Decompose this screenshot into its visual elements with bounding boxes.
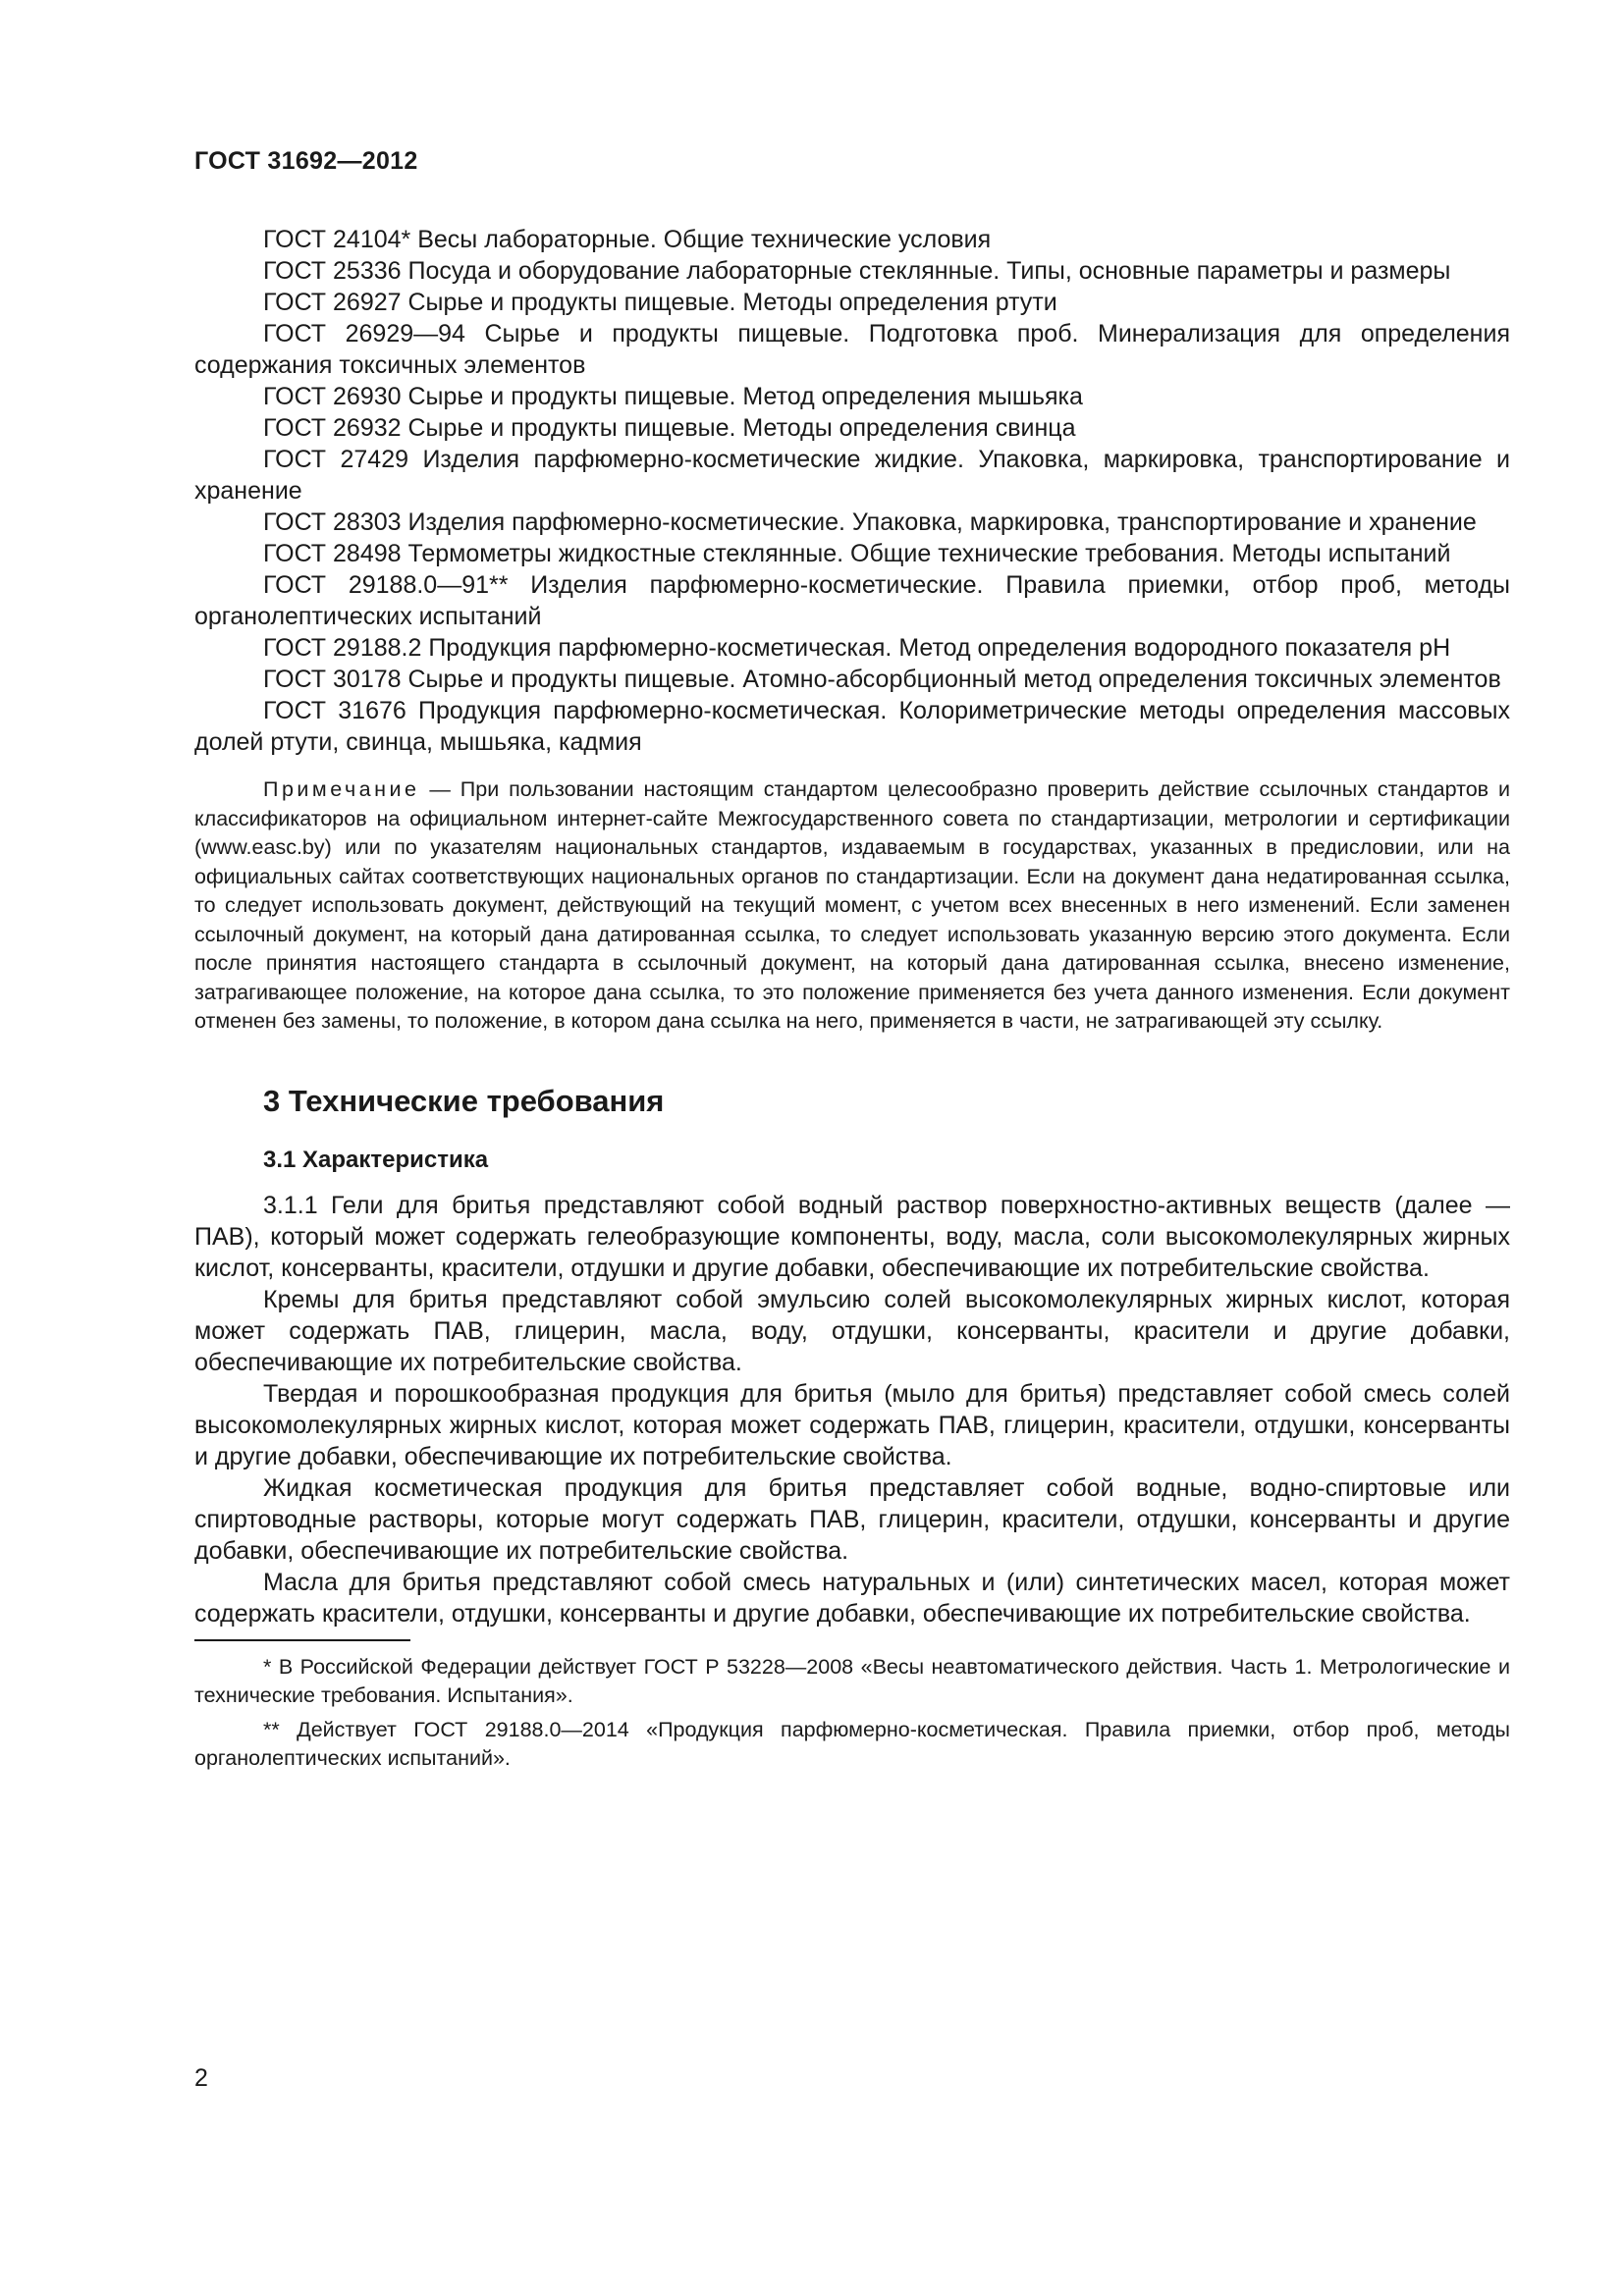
note-paragraph xyxy=(194,775,1510,1037)
reference-item: ГОСТ 24104* Весы лабораторные. Общие технические условия xyxy=(263,226,992,253)
page-content xyxy=(194,224,1510,1779)
footnotes xyxy=(194,1653,1510,1773)
body-paragraph: 3.1.1 Гели для бритья представляют собой водный раствор поверхностно-активных веществ (далее — ПАВ), который может содержать гелеобразующие компоненты, воду, масла, соли высокомолекулярных жирных кислот, консерванты, красители, отдушки и другие добавки, обеспечивающие их потребительские свойства. xyxy=(194,1191,1510,1282)
reference-item: ГОСТ 26927 Сырье и продукты пищевые. Методы определения ртути xyxy=(263,289,1057,316)
body-paragraph: Кремы для бритья представляют собой эмульсию солей высокомолекулярных жирных кислот, которая может содержать ПАВ, глицерин, масла, воду, отдушки, консерванты, красители и другие добавки, обеспечивающие их потребительские свойства. xyxy=(194,1285,1510,1376)
reference-item: ГОСТ 28498 Термометры жидкостные стеклянные. Общие технические требования. Методы испытаний xyxy=(263,540,1451,567)
body-paragraph: Твердая и порошкообразная продукция для бритья (мыло для бритья) представляет собой смесь солей высокомолекулярных жирных кислот, которая может содержать ПАВ, глицерин, красители, отдушки, консерванты и другие добавки, обеспечивающие их потребительские свойства. xyxy=(194,1379,1510,1470)
body-paragraph: Жидкая косметическая продукция для бритья представляет собой водные, водно-спиртовые или спиртоводные растворы, которые могут содержать ПАВ, глицерин, красители, отдушки, консерванты и другие добавки, обеспечивающие их потребительские свойства. xyxy=(194,1473,1510,1565)
body-paragraph: Масла для бритья представляют собой смесь натуральных и (или) синтетических масел, которая может содержать красители, отдушки, консерванты и другие добавки, обеспечивающие их потребительские свойства. xyxy=(194,1568,1510,1628)
reference-item: ГОСТ 26930 Сырье и продукты пищевые. Метод определения мышьяка xyxy=(263,383,1083,410)
reference-item: ГОСТ 25336 Посуда и оборудование лабораторные стеклянные. Типы, основные параметры и размеры xyxy=(263,257,1451,285)
note-text: — При пользовании настоящим стандартом целесообразно проверить действие ссылочных стандартов и классификаторов на официальном интернет-сайте Межгосударственного совета по стандартизации, метрологии и сертификации (www.easc.by) или по указателям национальных стандартов, издаваемым в государствах, указанных в предисловии, или на официальных сайтах соответствующих национальных органов по стандартизации. Если на документ дана недатированная ссылка, то следует использовать документ, действующий на текущий момент, с учетом всех внесенных в него изменений. Если заменен ссылочный документ, на который дана датированная ссылка, то следует использовать указанную версию этого документа. Если после принятия настоящего стандарта в ссылочный документ, на который дана датированная ссылка, внесено изменение, затрагивающее положение, на которое дана ссылка, то это положение применяется без учета данного изменения. Если документ отменен без замены, то положение, в котором дана ссылка на него, применяется в части, не затрагивающей эту ссылку. xyxy=(194,777,1510,1033)
reference-item: ГОСТ 26932 Сырье и продукты пищевые. Методы определения свинца xyxy=(263,414,1076,442)
footnote: ** Действует ГОСТ 29188.0—2014 «Продукция парфюмерно-косметическая. Правила приемки, отбор проб, методы органолептических испытаний». xyxy=(194,1717,1510,1770)
running-title: ГОСТ 31692—2012 xyxy=(194,147,418,175)
section-body xyxy=(194,1190,1510,1629)
section-heading: 3 Технические требования xyxy=(263,1083,665,1118)
normative-references-list xyxy=(194,224,1510,758)
footnote: * В Российской Федерации действует ГОСТ Р 53228—2008 «Весы неавтоматического действия. Часть 1. Метрологические и технические требования. Испытания». xyxy=(194,1654,1510,1707)
reference-item: ГОСТ 30178 Сырье и продукты пищевые. Атомно-абсорбционный метод определения токсичных элементов xyxy=(263,666,1501,693)
reference-item: ГОСТ 28303 Изделия парфюмерно-косметические. Упаковка, маркировка, транспортирование и хранение xyxy=(263,508,1477,536)
page-number: 2 xyxy=(194,2064,208,2092)
reference-item: ГОСТ 27429 Изделия парфюмерно-косметические жидкие. Упаковка, маркировка, транспортирование и хранение xyxy=(194,446,1510,505)
reference-item: ГОСТ 29188.2 Продукция парфюмерно-косметическая. Метод определения водородного показателя pH xyxy=(263,634,1451,662)
reference-item: ГОСТ 29188.0—91** Изделия парфюмерно-косметические. Правила приемки, отбор проб, методы органолептических испытаний xyxy=(194,571,1510,630)
note-label: Примечание xyxy=(263,777,420,801)
reference-item: ГОСТ 31676 Продукция парфюмерно-косметическая. Колориметрические методы определения массовых долей ртути, свинца, мышьяка, кадмия xyxy=(194,697,1510,756)
subsection-heading: 3.1 Характеристика xyxy=(263,1146,489,1173)
footnote-separator xyxy=(194,1639,410,1641)
reference-item: ГОСТ 26929—94 Сырье и продукты пищевые. Подготовка проб. Минерализация для определения содержания токсичных элементов xyxy=(194,320,1510,379)
